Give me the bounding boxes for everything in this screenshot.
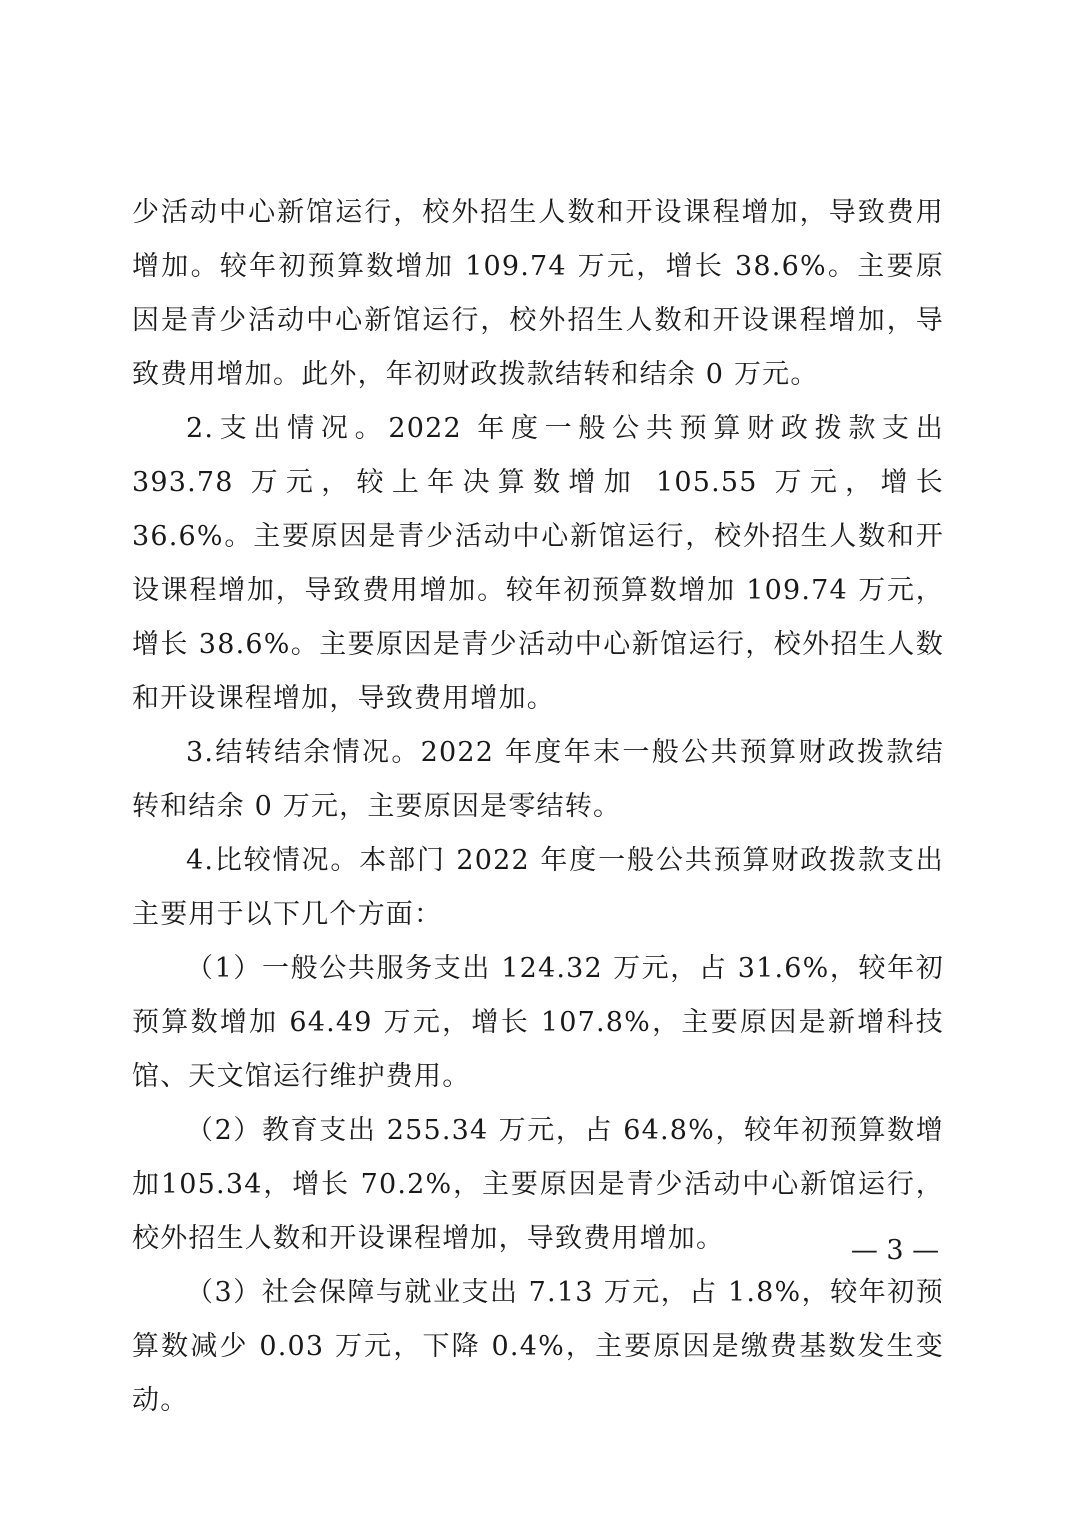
paragraph-item-general-services: （1）一般公共服务支出 124.32 万元，占 31.6%，较年初预算数增加 64.49 万元，增长 107.8%，主要原因是新增科技馆、天文馆运行维护费用。 (132, 953, 944, 1092)
page-number: — 3 — (850, 1235, 940, 1266)
paragraph-income-continued: 少活动中心新馆运行，校外招生人数和开设课程增加，导致费用增加。较年初预算数增加 109.74 万元，增长 38.6%。主要原因是青少活动中心新馆运行，校外招生人数和开设课程增加，导致费用增加。此外，年初财政拨款结转和结余 0 万元。 (132, 197, 944, 390)
document-body (132, 186, 944, 1428)
paragraph-carryover: 3.结转结余情况。2022 年度年末一般公共预算财政拨款结转和结余 0 万元，主要原因是零结转。 (132, 737, 944, 822)
paragraph-expenditure: 2.支出情况。2022 年度一般公共预算财政拨款支出 393.78 万元，较上年决算数增加 105.55 万元，增长 36.6%。主要原因是青少活动中心新馆运行，校外招生人数和开设课程增加，导致费用增加。较年初预算数增加 109.74 万元，增长 38.6%。主要原因是青少活动中心新馆运行，校外招生人数和开设课程增加，导致费用增加。 (132, 413, 944, 714)
paragraph-item-social-security: （3）社会保障与就业支出 7.13 万元，占 1.8%，较年初预算数减少 0.03 万元，下降 0.4%，主要原因是缴费基数发生变动。 (132, 1277, 944, 1416)
paragraph-comparison: 4.比较情况。本部门 2022 年度一般公共预算财政拨款支出主要用于以下几个方面： (132, 845, 944, 930)
paragraph-item-education: （2）教育支出 255.34 万元，占 64.8%，较年初预算数增加105.34，增长 70.2%，主要原因是青少活动中心新馆运行，校外招生人数和开设课程增加，导致费用增加。 (132, 1115, 944, 1254)
